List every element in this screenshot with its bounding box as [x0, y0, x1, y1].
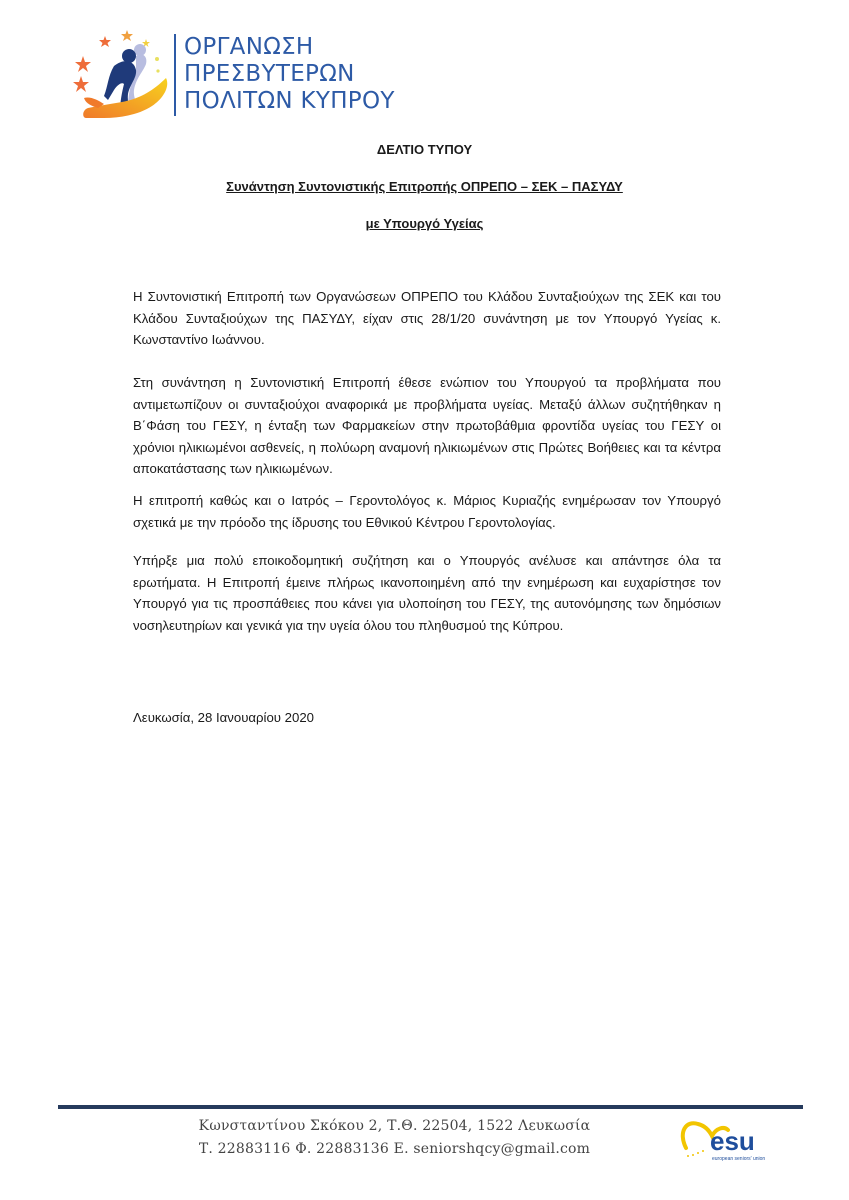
- body-paragraph: Η επιτροπή καθώς και ο Ιατρός – Γεροντολόγος κ. Μάριος Κυριαζής ενημέρωσαν τον Υπουργό σχετικά με την πρόοδο της ίδρυσης του Εθνικού Κέντρου Γεροντολογίας.: [133, 493, 721, 530]
- press-release-heading: ΔΕΛΤΙΟ ΤΥΠΟΥ: [376, 142, 473, 157]
- organization-name: [184, 34, 395, 115]
- body-paragraph: Υπήρξε μια πολύ εποικοδομητική συζήτηση και ο Υπουργός ανέλυσε και απάντησε όλα τα ερωτήματα. Η Επιτροπή έμεινε πλήρως ικανοποιημένη από την ενημέρωση και ευχαρίστησε τον Υπουργό για τις προσπάθειες που κάνει για υλοποίηση του ΓΕΣΥ, της αυτονόμησης των δημόσιων νοσηλευτηρίων και γενικά για την υγεία όλου του πληθυσμού της Κύπρου.: [133, 553, 721, 633]
- esu-logo-subtext: european seniors' union: [712, 1156, 766, 1162]
- press-release-subtitle-line-1: Συνάντηση Συντονιστικής Επιτροπής ΟΠΡΕΠΟ – ΣΕΚ – ΠΑΣΥΔΥ: [226, 179, 623, 194]
- date-line: Λευκωσία, 28 Ιανουαρίου 2020: [133, 710, 315, 725]
- footer-contact: Τ. 22883116 Φ. 22883136 Ε. seniorshqcy@gmail.com: [198, 1141, 591, 1157]
- org-name-line-3: ΠΟΛΙΤΩΝ ΚΥΠΡΟΥ: [184, 88, 395, 114]
- org-name-line-1: ΟΡΓΑΝΩΣΗ: [184, 34, 314, 60]
- body-paragraph: Στη συνάντηση η Συντονιστική Επιτροπή έθεσε ενώπιον του Υπουργού τα προβλήματα που αντιμετωπίζουν οι συνταξιούχοι αναφορικά με προβλήματα υγείας. Μεταξύ άλλων συζητήθηκαν η Β΄Φάση του ΓΕΣΥ, η ένταξη των Φαρμακείων στην πρωτοβάθμια φροντίδα υγείας του ΓΕΣΥ οι χρόνιοι ηλικιωμένοι ασθενείς, η πολύωρη αναμονή ηλικιωμένων στις Πρώτες Βοήθειες και τα κέντρα αποκατάστασης των ηλικιωμένων.: [133, 375, 721, 476]
- org-name-line-2: ΠΡΕΣΒΥΤΕΡΩΝ: [184, 61, 355, 87]
- body-paragraph: Η Συντονιστική Επιτροπή των Οργανώσεων ΟΠΡΕΠΟ του Κλάδου Συνταξιούχων της ΣΕΚ και του Κλάδου Συνταξιούχων της ΠΑΣΥΔΥ, είχαν στις 28/1/20 συνάντηση με τον Υπουργό Υγείας κ. Κωνσταντίνο Ιωάννου.: [133, 289, 721, 347]
- stars-hands-people-logo-icon: [66, 26, 172, 122]
- organization-logo: [66, 26, 395, 126]
- esu-logo-icon: [676, 1114, 796, 1164]
- press-release-subtitle-line-2: με Υπουργό Υγείας: [365, 216, 484, 231]
- footer-divider: [58, 1105, 803, 1109]
- footer-address: Κωνσταντίνου Σκόκου 2, Τ.Θ. 22504, 1522 Λευκωσία: [198, 1118, 591, 1134]
- esu-logo-text: esu: [710, 1126, 755, 1156]
- logo-divider: [174, 34, 176, 116]
